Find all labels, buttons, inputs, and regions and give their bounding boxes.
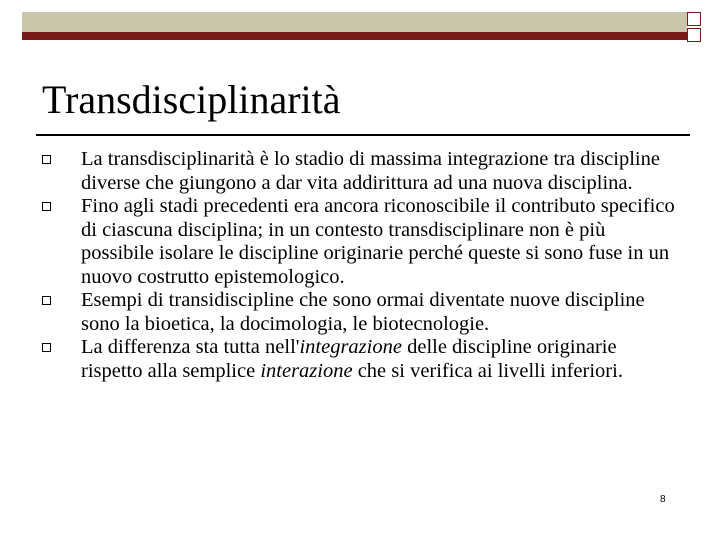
bullet-list xyxy=(40,148,680,383)
text-run: Esempi di transidiscipline che sono ormai diventate nuove discipline sono la bioetica, la docimologia, le biotecnologie. xyxy=(81,289,645,335)
page-number: 8 xyxy=(660,494,666,505)
emphasized-text: interazione xyxy=(260,359,353,382)
bullet-text xyxy=(81,195,675,288)
hollow-square-icon xyxy=(42,155,51,164)
text-run: Fino agli stadi precedenti era ancora riconoscibile il contributo specifico di ciascuna disciplina; in un contesto transdisciplinare non è più possibile isolare le discipline originarie perché queste si sono fuse in un nuovo costrutto epistemologico. xyxy=(81,195,675,288)
text-run: La differenza sta tutta nell' xyxy=(81,336,300,358)
bullet-text xyxy=(81,148,660,194)
slide-title: Transdisciplinarità xyxy=(42,77,341,122)
text-run: La transdisciplinarità è lo stadio di massima integrazione tra discipline diverse che giungono a dar vita addirittura ad una nuova disciplina. xyxy=(81,148,660,194)
header-accent-line xyxy=(22,32,687,40)
bullet-item xyxy=(40,195,680,289)
emphasized-text: integrazione xyxy=(299,336,402,358)
bullet-item xyxy=(40,336,680,383)
bullet-item xyxy=(40,289,680,336)
bullet-text xyxy=(81,336,623,382)
title-divider xyxy=(36,134,690,136)
hollow-square-icon xyxy=(42,296,51,305)
bullet-text xyxy=(81,289,645,335)
text-run: che si verifica ai livelli inferiori. xyxy=(352,359,623,382)
corner-square-icon xyxy=(687,28,701,42)
hollow-square-icon xyxy=(42,343,51,352)
hollow-square-icon xyxy=(42,202,51,211)
corner-square-icon xyxy=(687,12,701,26)
text-run: delle discipline originarie rispetto alla semplice xyxy=(81,336,617,382)
bullet-item xyxy=(40,148,680,195)
